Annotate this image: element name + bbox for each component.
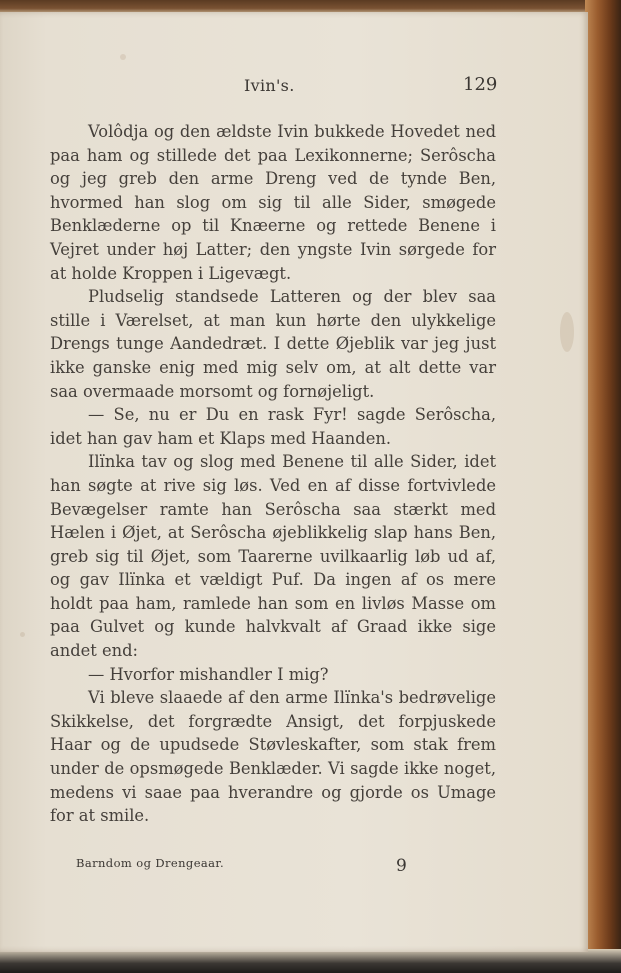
- paragraph: Vi bleve slaaede af den arme Ilïnka's bedrøvelige Skikkelse, det forgrædte Ansigt, det forpjuskede Haar og de upudsede Støvleskafter, som stak frem under de opsmøgede Benklæder. Vi sagde ikke noget, medens vi saae paa hverandre og gjorde os Umage for at smile.: [50, 688, 496, 826]
- paragraph: — Se, nu er Du en rask Fyr! sagde Serôscha, idet han gav ham et Klaps med Haanden.: [50, 405, 496, 448]
- book-page: [0, 12, 588, 952]
- page-header: [0, 74, 588, 100]
- foxing-spot: [20, 632, 25, 637]
- foxing-spot: [560, 312, 574, 352]
- page-number: 129: [463, 74, 498, 95]
- signature-title: Barndom og Drengeaar.: [76, 856, 225, 870]
- body-text: [50, 120, 496, 828]
- paragraph: Ilïnka tav og slog med Benene til alle Sider, idet han søgte at rive sig løs. Ved en af disse fortvivlede Bevægelser ramte han Serôscha saa stærkt med Hælen i Øjet, at Serôscha øjeblikkelig slap hans Ben, greb sig til Øjet, som Taarerne uvilkaarlig løb ud af, og gav Ilïnka et vældigt Puf. Da ingen af os mere holdt paa ham, ramlede han som en livløs Masse om paa Gulvet og kunde halvkvalt af Graad ikke sige andet end:: [50, 452, 496, 661]
- page-footer: [0, 854, 588, 878]
- paragraph: Volôdja og den ældste Ivin bukkede Hovedet ned paa ham og stillede det paa Lexikonnerne; Serôscha og jeg greb den arme Dreng ved de tynde Ben, hvormed han slog om sig til alle Sider, smøgede Benklæderne op til Knæerne og rettede Benene i Vejret under høj Latter; den yngste Ivin sørgede for at holde Kroppen i Ligevægt.: [50, 122, 496, 283]
- right-book-edge: [585, 0, 621, 973]
- running-title: Ivin's.: [244, 76, 295, 95]
- paragraph: — Hvorfor mishandler I mig?: [88, 664, 329, 684]
- foxing-spot: [120, 54, 126, 60]
- paragraph: Pludselig standsede Latteren og der blev saa stille i Værelset, at man kun hørte den ulykkelige Drengs tunge Aandedræt. I dette Øjeblik var jeg just ikke ganske enig med mig selv om, at alt dette var saa overmaade morsomt og fornøjeligt.: [50, 287, 496, 401]
- bottom-book-edge: [0, 949, 621, 973]
- signature-mark: 9: [396, 856, 407, 876]
